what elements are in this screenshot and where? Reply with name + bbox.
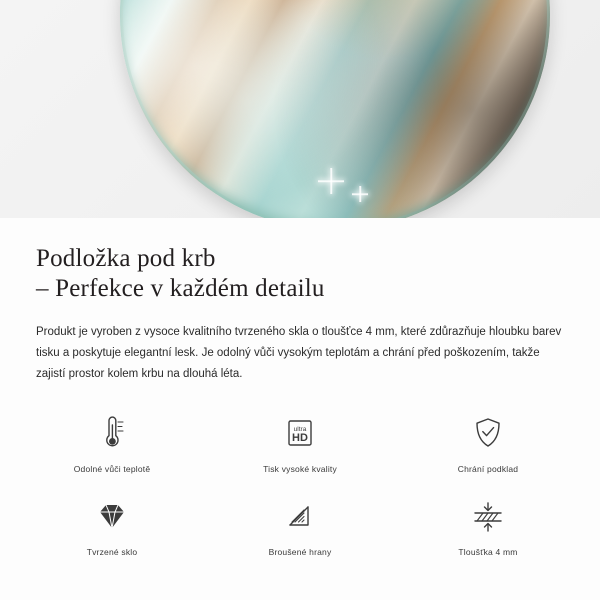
diamond-icon <box>90 494 134 538</box>
ultra-hd-icon <box>278 411 322 455</box>
feature-item-tempered-glass <box>18 494 206 557</box>
page-title-line-1: Podložka pod krb <box>36 245 216 272</box>
feature-item-temperature <box>18 411 206 474</box>
feature-label: Tvrzené sklo <box>86 547 138 557</box>
feature-item-thickness <box>394 494 582 557</box>
svg-text:HD: HD <box>292 432 308 444</box>
product-description-text: Produkt je vyroben z vysoce kvalitního tvrzeného skla o tloušťce 4 mm, které zdůrazňuje hloubku barev tisku a poskytuje elegantní lesk. Je odolný vůči vysokým teplotám a chrání před poškozením, takže zajistí prostor kolem krbu na dlouhá léta. <box>36 326 562 380</box>
feature-grid <box>0 411 600 557</box>
feature-label: Odolné vůči teplotě <box>73 464 151 474</box>
feature-label: Chrání podklad <box>457 464 519 474</box>
feature-item-print-quality <box>206 411 394 474</box>
svg-text:ultra: ultra <box>293 426 307 433</box>
content-block <box>0 218 600 385</box>
thickness-icon <box>465 494 511 538</box>
feature-label: Tloušťka 4 mm <box>458 547 518 557</box>
feature-label: Tisk vysoké kvality <box>263 464 337 474</box>
shield-check-icon <box>468 411 508 455</box>
hero-image <box>0 0 600 218</box>
page-title-line-2: – Perfekce v každém detailu <box>36 275 325 302</box>
feature-label: Broušené hrany <box>268 547 332 557</box>
feature-item-polished-edges <box>206 494 394 557</box>
polished-edges-icon <box>278 494 322 538</box>
page-title <box>36 244 564 304</box>
feature-item-protection <box>394 411 582 474</box>
thermometer-icon <box>92 411 132 455</box>
